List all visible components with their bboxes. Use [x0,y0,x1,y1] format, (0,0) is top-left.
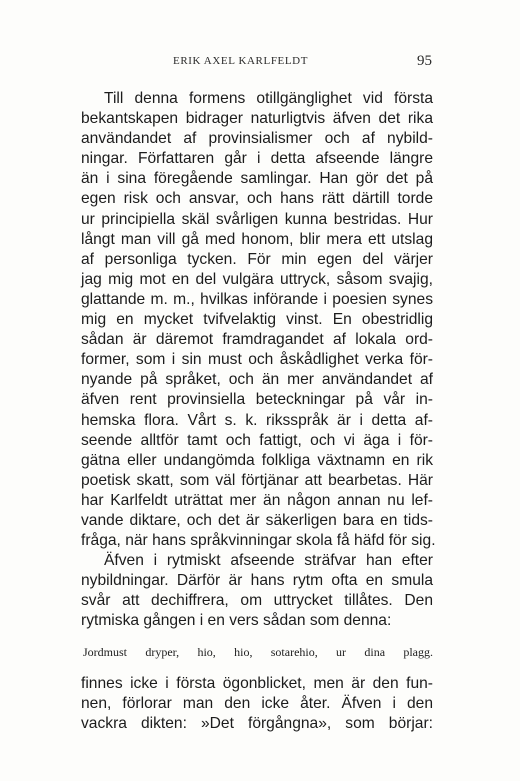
text-line: egen risk och ansvar, och hans rätt därtill torde [81,190,433,208]
text-line: ur principiella skäl svårligen kunna bestridas. Hur [81,210,433,228]
text-line: fråga, när hans språkvinningar skola få häfd för sig. [81,532,436,550]
text-line: nybildningar. Därför är hans rytm ofta en smula [81,572,433,590]
text-line: poetisk skatt, som väl förtjänar att bearbetas. Här [81,471,433,489]
text-line: gätna eller undangömda folkliga växtnamn en rik [81,451,433,469]
text-line: långt man vill gå med honom, blir mera ett utslag [81,230,433,248]
text-line: svår att dechiffrera, om uttrycket tillåtes. Den [81,592,433,610]
text-line: former, som i sin must och åskådlighet verka för- [81,351,433,369]
text-line: Till denna formens otillgänglighet vid första [104,90,433,107]
text-line: af personliga tycken. För min egen del värjer [81,250,433,268]
text-line: finnes icke i första ögonblicket, men är den fun- [81,674,433,692]
paragraph-3 [81,674,433,734]
text-line: Äfven i rytmiskt afseende sträfvar han efter [104,552,433,570]
text-line: glattande m. m., hvilkas införande i poesien synes [81,290,433,308]
text-line: sådan är däremot framdragandet af lokala ord- [81,331,433,349]
text-line: vackra dikten: »Det förgångna», som börjar: [81,714,433,732]
text-line: bekantskapen bidrager naturligtvis äfven det rika [81,110,433,128]
text-line: än i sina föregående samlingar. Han gör det på [81,170,433,188]
page-number: 95 [417,53,432,69]
text-line: nen, förlorar man den icke åter. Äfven i den [81,694,433,712]
text-line: äfven rent provinsiella beteckningar på vår in- [81,391,433,409]
paragraph-1 [81,89,436,551]
running-head: ERIK AXEL KARLFELDT [173,55,309,67]
body-text [81,89,436,734]
text-line: hemska flora. Vårt s. k. riksspråk är i detta af- [81,411,433,429]
text-line: ningar. Författaren går i detta afseende längre [81,150,433,168]
text-line: vande diktare, och det är säkerligen bara en tids- [81,511,433,529]
text-line: jag mig mot en del vulgära uttryck, såsom svajig, [81,270,433,288]
paragraph-2 [81,551,433,631]
text-line: nyande på språket, och än mer användandet af [81,371,433,389]
text-line: mig en mycket tvifvelaktig vinst. En obestridlig [81,311,433,329]
text-line: seende alltför tamt och fattigt, och vi äga i för- [81,431,433,449]
text-line: rytmiska gången i en vers sådan som denna: [81,612,392,630]
text-line: har Karlfeldt uträttat mer än någon annan nu lef- [81,491,433,509]
text-line: användandet af provinsialismer och af nybild- [81,130,433,148]
page-header [80,53,432,73]
verse-quote: Jordmust dryper, hio, hio, sotarehio, ur dina plagg. [83,644,433,659]
